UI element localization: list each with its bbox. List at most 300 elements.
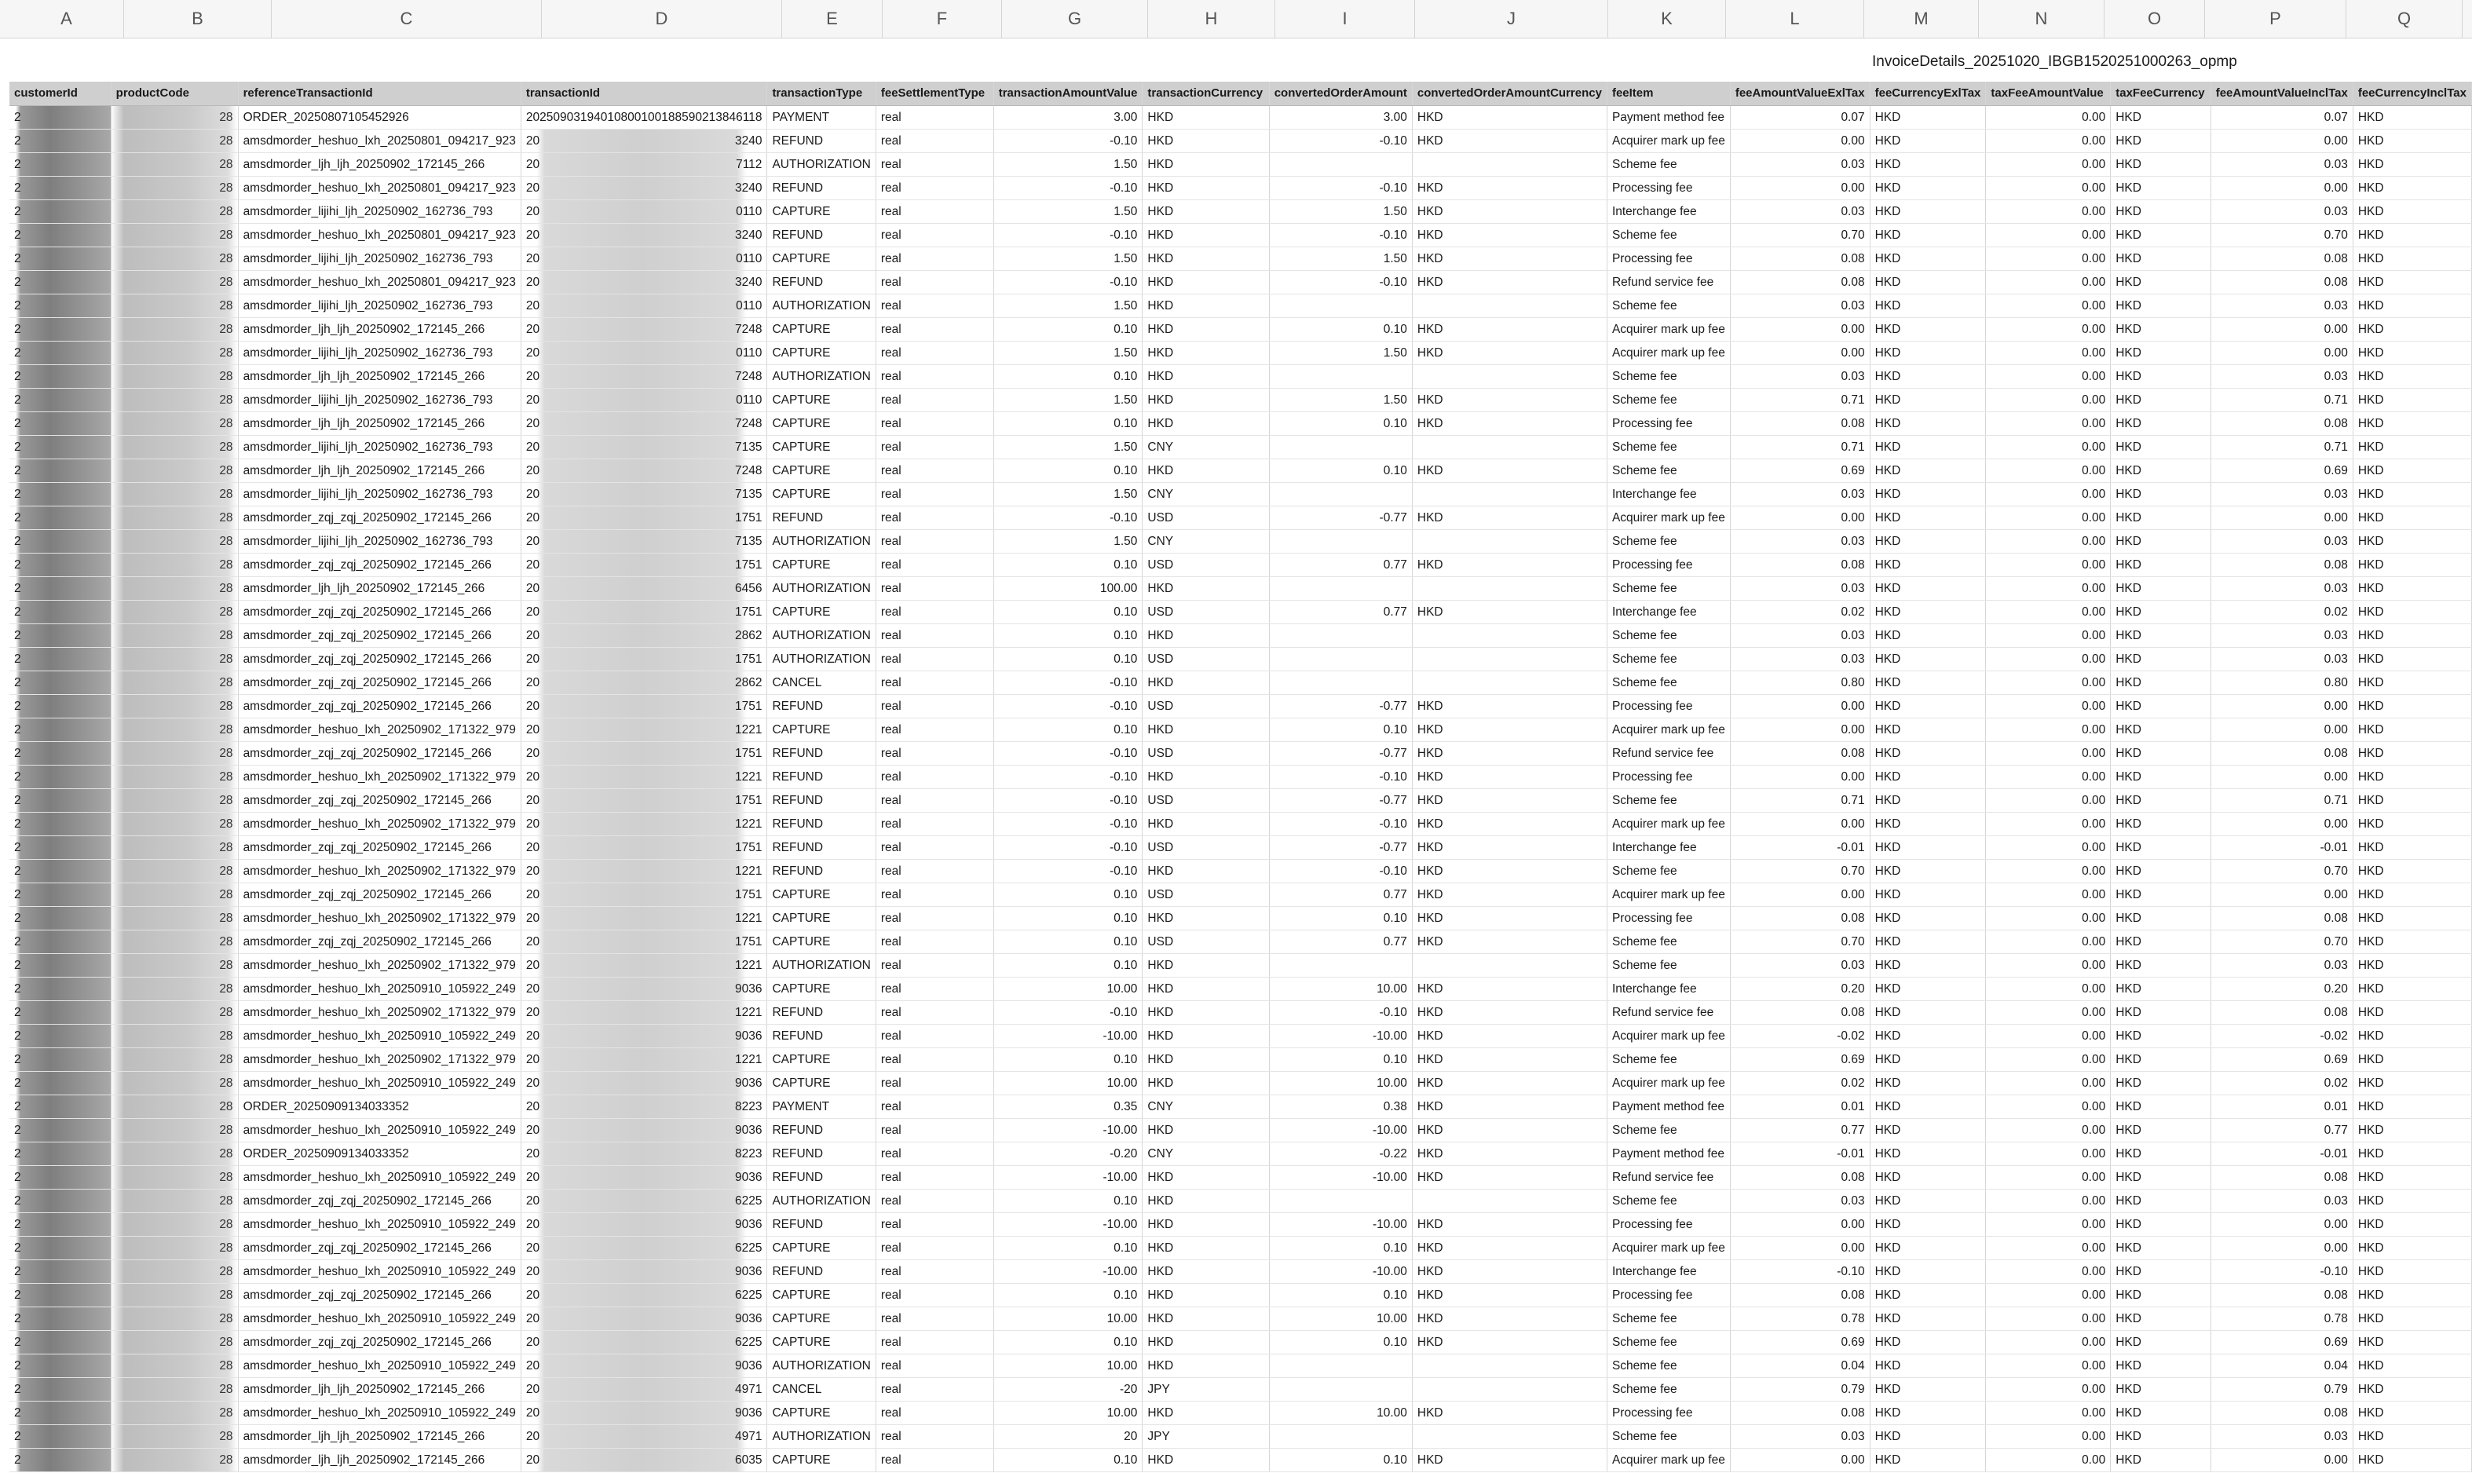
cell-convertedOrderAmountCurrency[interactable] — [1412, 576, 1607, 600]
cell-feeCurrencyExlTax[interactable]: HKD — [1870, 1000, 1986, 1024]
cell-customerId[interactable]: 2 — [9, 270, 111, 294]
cell-feeAmountValueExlTax[interactable]: 0.08 — [1730, 1401, 1870, 1424]
cell-feeCurrencyInclTax[interactable]: HKD — [2353, 247, 2471, 270]
cell-transactionCurrency[interactable]: USD — [1143, 788, 1269, 812]
cell-transactionAmountValue[interactable]: -10.00 — [993, 1118, 1143, 1142]
cell-feeCurrencyExlTax[interactable]: HKD — [1870, 647, 1986, 671]
cell-transactionAmountValue[interactable]: -10.00 — [993, 1024, 1143, 1047]
cell-productCode[interactable]: 28 — [111, 270, 238, 294]
cell-taxFeeCurrency[interactable]: HKD — [2111, 1142, 2211, 1165]
cell-convertedOrderAmount[interactable] — [1269, 1424, 1412, 1448]
cell-transactionCurrency[interactable]: HKD — [1143, 1212, 1269, 1236]
cell-feeCurrencyInclTax[interactable]: HKD — [2353, 812, 2471, 835]
cell-convertedOrderAmount[interactable]: -0.10 — [1269, 859, 1412, 883]
cell-referenceTransactionId[interactable]: amsdmorder_ljh_ljh_20250902_172145_266 — [238, 152, 521, 176]
cell-feeItem[interactable]: Scheme fee — [1607, 152, 1730, 176]
cell-feeItem[interactable]: Scheme fee — [1607, 647, 1730, 671]
cell-transactionId[interactable] — [521, 270, 767, 294]
cell-convertedOrderAmountCurrency[interactable]: HKD — [1412, 411, 1607, 435]
cell-feeAmountValueExlTax[interactable]: 0.08 — [1730, 270, 1870, 294]
cell-convertedOrderAmountCurrency[interactable]: HKD — [1412, 1118, 1607, 1142]
cell-customerId[interactable]: 2 — [9, 1401, 111, 1424]
cell-taxFeeCurrency[interactable]: HKD — [2111, 1448, 2211, 1471]
cell-convertedOrderAmountCurrency[interactable]: HKD — [1412, 1259, 1607, 1283]
cell-referenceTransactionId[interactable]: amsdmorder_ljh_ljh_20250902_172145_266 — [238, 1424, 521, 1448]
cell-convertedOrderAmount[interactable]: 1.50 — [1269, 341, 1412, 364]
cell-transactionId[interactable] — [521, 1307, 767, 1330]
cell-convertedOrderAmount[interactable]: -0.10 — [1269, 223, 1412, 247]
cell-referenceTransactionId[interactable]: amsdmorder_heshuo_lxh_20250910_105922_249 — [238, 1401, 521, 1424]
cell-customerId[interactable]: 2 — [9, 1000, 111, 1024]
cell-referenceTransactionId[interactable]: amsdmorder_lijihi_ljh_20250902_162736_793 — [238, 529, 521, 553]
cell-feeAmountValueExlTax[interactable]: 0.00 — [1730, 341, 1870, 364]
table-row[interactable] — [9, 1095, 2472, 1118]
cell-feeAmountValueInclTax[interactable]: 0.00 — [2211, 317, 2353, 341]
cell-feeAmountValueInclTax[interactable]: -0.01 — [2211, 1142, 2353, 1165]
cell-transactionCurrency[interactable]: HKD — [1143, 765, 1269, 788]
cell-convertedOrderAmount[interactable] — [1269, 529, 1412, 553]
cell-taxFeeAmountValue[interactable]: 0.00 — [1986, 1377, 2111, 1401]
cell-transactionType[interactable]: REFUND — [767, 270, 876, 294]
cell-feeAmountValueInclTax[interactable]: 0.70 — [2211, 223, 2353, 247]
cell-customerId[interactable]: 2 — [9, 506, 111, 529]
cell-convertedOrderAmountCurrency[interactable]: HKD — [1412, 1047, 1607, 1071]
cell-transactionCurrency[interactable]: CNY — [1143, 482, 1269, 506]
cell-feeAmountValueInclTax[interactable]: 0.00 — [2211, 129, 2353, 152]
cell-transactionCurrency[interactable]: HKD — [1143, 223, 1269, 247]
cell-transactionCurrency[interactable]: HKD — [1143, 247, 1269, 270]
cell-taxFeeAmountValue[interactable]: 0.00 — [1986, 459, 2111, 482]
cell-taxFeeCurrency[interactable]: HKD — [2111, 506, 2211, 529]
table-row[interactable] — [9, 930, 2472, 953]
cell-transactionCurrency[interactable]: HKD — [1143, 1307, 1269, 1330]
cell-feeCurrencyInclTax[interactable]: HKD — [2353, 835, 2471, 859]
cell-transactionType[interactable]: CAPTURE — [767, 247, 876, 270]
cell-taxFeeCurrency[interactable]: HKD — [2111, 1024, 2211, 1047]
cell-feeSettlementType[interactable]: real — [876, 718, 993, 741]
cell-taxFeeCurrency[interactable]: HKD — [2111, 1330, 2211, 1354]
cell-transactionAmountValue[interactable]: -0.10 — [993, 812, 1143, 835]
cell-transactionType[interactable]: CAPTURE — [767, 600, 876, 623]
cell-taxFeeAmountValue[interactable]: 0.00 — [1986, 1236, 2111, 1259]
cell-customerId[interactable]: 2 — [9, 553, 111, 576]
cell-feeSettlementType[interactable]: real — [876, 529, 993, 553]
cell-referenceTransactionId[interactable]: amsdmorder_heshuo_lxh_20250902_171322_979 — [238, 765, 521, 788]
cell-taxFeeCurrency[interactable]: HKD — [2111, 1424, 2211, 1448]
cell-taxFeeAmountValue[interactable]: 0.00 — [1986, 223, 2111, 247]
table-row[interactable] — [9, 1047, 2472, 1071]
cell-feeSettlementType[interactable]: real — [876, 812, 993, 835]
table-row[interactable] — [9, 529, 2472, 553]
cell-feeAmountValueInclTax[interactable]: 0.08 — [2211, 553, 2353, 576]
table-row[interactable] — [9, 1448, 2472, 1471]
cell-transactionId[interactable] — [521, 812, 767, 835]
cell-transactionId[interactable] — [521, 247, 767, 270]
cell-productCode[interactable]: 28 — [111, 671, 238, 694]
cell-feeAmountValueInclTax[interactable]: 0.08 — [2211, 411, 2353, 435]
cell-taxFeeCurrency[interactable]: HKD — [2111, 623, 2211, 647]
cell-transactionCurrency[interactable]: HKD — [1143, 1189, 1269, 1212]
cell-transactionType[interactable]: REFUND — [767, 1165, 876, 1189]
cell-convertedOrderAmount[interactable]: 0.10 — [1269, 1047, 1412, 1071]
table-row[interactable] — [9, 364, 2472, 388]
cell-convertedOrderAmountCurrency[interactable]: HKD — [1412, 694, 1607, 718]
cell-transactionId[interactable] — [521, 930, 767, 953]
cell-transactionCurrency[interactable]: HKD — [1143, 1354, 1269, 1377]
cell-productCode[interactable]: 28 — [111, 1354, 238, 1377]
cell-productCode[interactable]: 28 — [111, 953, 238, 977]
cell-feeSettlementType[interactable]: real — [876, 341, 993, 364]
cell-transactionAmountValue[interactable]: 0.10 — [993, 1330, 1143, 1354]
cell-taxFeeAmountValue[interactable]: 0.00 — [1986, 1189, 2111, 1212]
column-letter-o[interactable]: O — [2104, 0, 2205, 38]
cell-taxFeeCurrency[interactable]: HKD — [2111, 270, 2211, 294]
cell-transactionAmountValue[interactable]: 10.00 — [993, 1307, 1143, 1330]
cell-feeAmountValueInclTax[interactable]: 0.70 — [2211, 930, 2353, 953]
cell-transactionCurrency[interactable]: HKD — [1143, 1071, 1269, 1095]
cell-feeAmountValueExlTax[interactable]: 0.04 — [1730, 1354, 1870, 1377]
cell-feeItem[interactable]: Scheme fee — [1607, 1424, 1730, 1448]
cell-taxFeeAmountValue[interactable]: 0.00 — [1986, 411, 2111, 435]
cell-convertedOrderAmount[interactable]: -0.10 — [1269, 270, 1412, 294]
cell-transactionId[interactable] — [521, 553, 767, 576]
cell-feeAmountValueInclTax[interactable]: 0.03 — [2211, 294, 2353, 317]
header-feeAmountValueExlTax[interactable]: feeAmountValueExlTax — [1730, 82, 1870, 105]
cell-transactionId[interactable] — [521, 600, 767, 623]
cell-transactionCurrency[interactable]: CNY — [1143, 1142, 1269, 1165]
cell-taxFeeAmountValue[interactable]: 0.00 — [1986, 741, 2111, 765]
data-table[interactable] — [9, 82, 2472, 1472]
cell-transactionCurrency[interactable]: HKD — [1143, 1448, 1269, 1471]
cell-customerId[interactable]: 2 — [9, 1071, 111, 1095]
cell-transactionAmountValue[interactable]: 1.50 — [993, 388, 1143, 411]
cell-convertedOrderAmount[interactable]: -10.00 — [1269, 1212, 1412, 1236]
cell-taxFeeAmountValue[interactable]: 0.00 — [1986, 388, 2111, 411]
cell-transactionAmountValue[interactable]: -10.00 — [993, 1165, 1143, 1189]
cell-customerId[interactable]: 2 — [9, 623, 111, 647]
cell-productCode[interactable]: 28 — [111, 223, 238, 247]
cell-convertedOrderAmount[interactable]: -0.77 — [1269, 835, 1412, 859]
cell-productCode[interactable]: 28 — [111, 1401, 238, 1424]
cell-transactionCurrency[interactable]: USD — [1143, 835, 1269, 859]
cell-referenceTransactionId[interactable]: amsdmorder_heshuo_lxh_20250910_105922_249 — [238, 1165, 521, 1189]
cell-taxFeeAmountValue[interactable]: 0.00 — [1986, 176, 2111, 199]
cell-customerId[interactable]: 2 — [9, 1424, 111, 1448]
cell-taxFeeCurrency[interactable]: HKD — [2111, 435, 2211, 459]
cell-taxFeeAmountValue[interactable]: 0.00 — [1986, 1212, 2111, 1236]
cell-convertedOrderAmountCurrency[interactable]: HKD — [1412, 223, 1607, 247]
cell-feeSettlementType[interactable]: real — [876, 317, 993, 341]
cell-transactionCurrency[interactable]: USD — [1143, 883, 1269, 906]
cell-transactionCurrency[interactable]: CNY — [1143, 1095, 1269, 1118]
cell-convertedOrderAmount[interactable]: -0.77 — [1269, 506, 1412, 529]
cell-feeAmountValueExlTax[interactable]: 0.71 — [1730, 788, 1870, 812]
cell-taxFeeAmountValue[interactable]: 0.00 — [1986, 600, 2111, 623]
cell-transactionId[interactable] — [521, 718, 767, 741]
cell-productCode[interactable]: 28 — [111, 647, 238, 671]
cell-feeSettlementType[interactable]: real — [876, 1047, 993, 1071]
cell-convertedOrderAmount[interactable] — [1269, 152, 1412, 176]
cell-feeAmountValueExlTax[interactable]: 0.03 — [1730, 529, 1870, 553]
cell-customerId[interactable]: 2 — [9, 765, 111, 788]
cell-transactionId[interactable] — [521, 883, 767, 906]
cell-transactionType[interactable]: AUTHORIZATION — [767, 1189, 876, 1212]
cell-convertedOrderAmountCurrency[interactable]: HKD — [1412, 1165, 1607, 1189]
table-row[interactable] — [9, 906, 2472, 930]
cell-feeCurrencyInclTax[interactable]: HKD — [2353, 906, 2471, 930]
cell-transactionId[interactable] — [521, 1095, 767, 1118]
cell-customerId[interactable]: 2 — [9, 718, 111, 741]
cell-transactionType[interactable]: CAPTURE — [767, 1236, 876, 1259]
cell-feeAmountValueExlTax[interactable]: 0.71 — [1730, 435, 1870, 459]
cell-transactionCurrency[interactable]: CNY — [1143, 435, 1269, 459]
cell-feeAmountValueInclTax[interactable]: 0.03 — [2211, 1189, 2353, 1212]
cell-referenceTransactionId[interactable]: amsdmorder_ljh_ljh_20250902_172145_266 — [238, 364, 521, 388]
cell-feeItem[interactable]: Scheme fee — [1607, 364, 1730, 388]
cell-feeSettlementType[interactable]: real — [876, 953, 993, 977]
header-productCode[interactable]: productCode — [111, 82, 238, 105]
cell-referenceTransactionId[interactable]: amsdmorder_zqj_zqj_20250902_172145_266 — [238, 694, 521, 718]
cell-feeAmountValueExlTax[interactable]: 0.08 — [1730, 1283, 1870, 1307]
cell-taxFeeCurrency[interactable]: HKD — [2111, 1259, 2211, 1283]
cell-transactionAmountValue[interactable]: -0.10 — [993, 1000, 1143, 1024]
cell-transactionId[interactable] — [521, 482, 767, 506]
cell-customerId[interactable]: 2 — [9, 1354, 111, 1377]
cell-taxFeeCurrency[interactable]: HKD — [2111, 1283, 2211, 1307]
cell-feeCurrencyInclTax[interactable]: HKD — [2353, 1047, 2471, 1071]
cell-feeItem[interactable]: Interchange fee — [1607, 835, 1730, 859]
cell-transactionId[interactable] — [521, 623, 767, 647]
cell-feeSettlementType[interactable]: real — [876, 1212, 993, 1236]
cell-feeCurrencyExlTax[interactable]: HKD — [1870, 600, 1986, 623]
cell-transactionId[interactable] — [521, 1283, 767, 1307]
cell-transactionType[interactable]: CANCEL — [767, 671, 876, 694]
cell-convertedOrderAmountCurrency[interactable]: HKD — [1412, 788, 1607, 812]
cell-transactionAmountValue[interactable]: -0.10 — [993, 506, 1143, 529]
cell-transactionAmountValue[interactable]: 100.00 — [993, 576, 1143, 600]
column-letter-a[interactable]: A — [9, 0, 124, 38]
cell-feeCurrencyInclTax[interactable]: HKD — [2353, 788, 2471, 812]
cell-feeAmountValueInclTax[interactable]: 0.00 — [2211, 694, 2353, 718]
cell-transactionAmountValue[interactable]: 1.50 — [993, 341, 1143, 364]
cell-taxFeeCurrency[interactable]: HKD — [2111, 176, 2211, 199]
cell-convertedOrderAmountCurrency[interactable] — [1412, 1189, 1607, 1212]
cell-customerId[interactable]: 2 — [9, 152, 111, 176]
cell-referenceTransactionId[interactable]: amsdmorder_heshuo_lxh_20250910_105922_249 — [238, 1071, 521, 1095]
cell-transactionType[interactable]: AUTHORIZATION — [767, 1424, 876, 1448]
cell-feeCurrencyExlTax[interactable]: HKD — [1870, 835, 1986, 859]
cell-feeItem[interactable]: Scheme fee — [1607, 223, 1730, 247]
cell-feeItem[interactable]: Processing fee — [1607, 765, 1730, 788]
cell-taxFeeAmountValue[interactable]: 0.00 — [1986, 364, 2111, 388]
cell-convertedOrderAmount[interactable]: -0.22 — [1269, 1142, 1412, 1165]
cell-taxFeeCurrency[interactable]: HKD — [2111, 459, 2211, 482]
cell-taxFeeAmountValue[interactable]: 0.00 — [1986, 1307, 2111, 1330]
cell-transactionCurrency[interactable]: HKD — [1143, 1000, 1269, 1024]
cell-convertedOrderAmountCurrency[interactable] — [1412, 647, 1607, 671]
cell-convertedOrderAmount[interactable]: 3.00 — [1269, 105, 1412, 129]
cell-taxFeeAmountValue[interactable]: 0.00 — [1986, 1401, 2111, 1424]
cell-transactionAmountValue[interactable]: 20 — [993, 1424, 1143, 1448]
cell-taxFeeCurrency[interactable]: HKD — [2111, 883, 2211, 906]
cell-feeCurrencyInclTax[interactable]: HKD — [2353, 1118, 2471, 1142]
cell-transactionId[interactable] — [521, 199, 767, 223]
cell-taxFeeCurrency[interactable]: HKD — [2111, 859, 2211, 883]
cell-convertedOrderAmountCurrency[interactable] — [1412, 1354, 1607, 1377]
table-row[interactable] — [9, 1354, 2472, 1377]
table-row[interactable] — [9, 1189, 2472, 1212]
cell-feeAmountValueInclTax[interactable]: 0.00 — [2211, 341, 2353, 364]
cell-feeItem[interactable]: Acquirer mark up fee — [1607, 129, 1730, 152]
cell-transactionType[interactable]: REFUND — [767, 1212, 876, 1236]
cell-feeAmountValueExlTax[interactable]: 0.79 — [1730, 1377, 1870, 1401]
cell-taxFeeCurrency[interactable]: HKD — [2111, 482, 2211, 506]
cell-referenceTransactionId[interactable]: amsdmorder_ljh_ljh_20250902_172145_266 — [238, 317, 521, 341]
cell-referenceTransactionId[interactable]: amsdmorder_zqj_zqj_20250902_172145_266 — [238, 1283, 521, 1307]
table-row[interactable] — [9, 694, 2472, 718]
cell-transactionId[interactable] — [521, 576, 767, 600]
cell-feeCurrencyExlTax[interactable]: HKD — [1870, 506, 1986, 529]
cell-transactionType[interactable]: CAPTURE — [767, 482, 876, 506]
cell-feeAmountValueExlTax[interactable]: 0.03 — [1730, 294, 1870, 317]
cell-transactionType[interactable]: REFUND — [767, 1118, 876, 1142]
cell-feeSettlementType[interactable]: real — [876, 671, 993, 694]
cell-transactionId[interactable] — [521, 529, 767, 553]
cell-feeAmountValueInclTax[interactable]: 0.03 — [2211, 482, 2353, 506]
cell-taxFeeAmountValue[interactable]: 0.00 — [1986, 576, 2111, 600]
table-row[interactable] — [9, 105, 2472, 129]
cell-transactionType[interactable]: REFUND — [767, 835, 876, 859]
cell-feeAmountValueInclTax[interactable]: 0.08 — [2211, 741, 2353, 765]
cell-transactionCurrency[interactable]: HKD — [1143, 129, 1269, 152]
cell-customerId[interactable]: 2 — [9, 1189, 111, 1212]
cell-convertedOrderAmountCurrency[interactable]: HKD — [1412, 718, 1607, 741]
cell-feeCurrencyExlTax[interactable]: HKD — [1870, 1024, 1986, 1047]
cell-taxFeeCurrency[interactable]: HKD — [2111, 388, 2211, 411]
cell-feeSettlementType[interactable]: real — [876, 788, 993, 812]
cell-feeCurrencyExlTax[interactable]: HKD — [1870, 364, 1986, 388]
cell-referenceTransactionId[interactable]: amsdmorder_zqj_zqj_20250902_172145_266 — [238, 1189, 521, 1212]
cell-feeSettlementType[interactable]: real — [876, 600, 993, 623]
cell-referenceTransactionId[interactable]: amsdmorder_heshuo_lxh_20250801_094217_923 — [238, 129, 521, 152]
cell-convertedOrderAmountCurrency[interactable]: HKD — [1412, 930, 1607, 953]
cell-feeSettlementType[interactable]: real — [876, 553, 993, 576]
cell-feeCurrencyInclTax[interactable]: HKD — [2353, 553, 2471, 576]
cell-referenceTransactionId[interactable]: amsdmorder_lijihi_ljh_20250902_162736_793 — [238, 341, 521, 364]
cell-transactionAmountValue[interactable]: 0.10 — [993, 1283, 1143, 1307]
cell-transactionCurrency[interactable]: HKD — [1143, 317, 1269, 341]
cell-feeSettlementType[interactable]: real — [876, 1189, 993, 1212]
cell-convertedOrderAmount[interactable]: 1.50 — [1269, 199, 1412, 223]
cell-customerId[interactable]: 2 — [9, 788, 111, 812]
cell-feeAmountValueInclTax[interactable]: 0.71 — [2211, 388, 2353, 411]
cell-referenceTransactionId[interactable]: amsdmorder_zqj_zqj_20250902_172145_266 — [238, 883, 521, 906]
cell-feeCurrencyInclTax[interactable]: HKD — [2353, 883, 2471, 906]
table-row[interactable] — [9, 576, 2472, 600]
cell-referenceTransactionId[interactable]: amsdmorder_heshuo_lxh_20250910_105922_249 — [238, 1024, 521, 1047]
cell-feeCurrencyInclTax[interactable]: HKD — [2353, 576, 2471, 600]
cell-taxFeeCurrency[interactable]: HKD — [2111, 835, 2211, 859]
cell-transactionId[interactable] — [521, 1424, 767, 1448]
cell-feeSettlementType[interactable]: real — [876, 1165, 993, 1189]
table-row[interactable] — [9, 294, 2472, 317]
cell-feeItem[interactable]: Interchange fee — [1607, 977, 1730, 1000]
cell-feeAmountValueExlTax[interactable]: 0.03 — [1730, 647, 1870, 671]
cell-transactionId[interactable] — [521, 1165, 767, 1189]
cell-feeAmountValueExlTax[interactable]: 0.08 — [1730, 553, 1870, 576]
cell-customerId[interactable]: 2 — [9, 647, 111, 671]
cell-feeCurrencyExlTax[interactable]: HKD — [1870, 176, 1986, 199]
cell-productCode[interactable]: 28 — [111, 105, 238, 129]
cell-customerId[interactable]: 2 — [9, 671, 111, 694]
cell-feeCurrencyExlTax[interactable]: HKD — [1870, 1377, 1986, 1401]
cell-taxFeeCurrency[interactable]: HKD — [2111, 294, 2211, 317]
cell-referenceTransactionId[interactable]: amsdmorder_ljh_ljh_20250902_172145_266 — [238, 1448, 521, 1471]
cell-feeItem[interactable]: Processing fee — [1607, 553, 1730, 576]
table-row[interactable] — [9, 435, 2472, 459]
cell-feeItem[interactable]: Processing fee — [1607, 1401, 1730, 1424]
cell-transactionCurrency[interactable]: USD — [1143, 647, 1269, 671]
cell-feeSettlementType[interactable]: real — [876, 1283, 993, 1307]
cell-feeItem[interactable]: Processing fee — [1607, 411, 1730, 435]
cell-transactionCurrency[interactable]: HKD — [1143, 105, 1269, 129]
cell-taxFeeCurrency[interactable]: HKD — [2111, 694, 2211, 718]
cell-transactionId[interactable] — [521, 388, 767, 411]
table-row[interactable] — [9, 671, 2472, 694]
cell-customerId[interactable]: 2 — [9, 482, 111, 506]
cell-convertedOrderAmount[interactable]: -0.77 — [1269, 788, 1412, 812]
cell-customerId[interactable]: 2 — [9, 223, 111, 247]
cell-feeSettlementType[interactable]: real — [876, 1330, 993, 1354]
cell-feeAmountValueExlTax[interactable]: 0.69 — [1730, 1330, 1870, 1354]
cell-transactionId[interactable] — [521, 411, 767, 435]
cell-feeAmountValueInclTax[interactable]: 0.08 — [2211, 1165, 2353, 1189]
cell-taxFeeCurrency[interactable]: HKD — [2111, 576, 2211, 600]
cell-productCode[interactable]: 28 — [111, 765, 238, 788]
cell-feeSettlementType[interactable]: real — [876, 176, 993, 199]
cell-feeCurrencyInclTax[interactable]: HKD — [2353, 341, 2471, 364]
cell-feeAmountValueExlTax[interactable]: 0.00 — [1730, 812, 1870, 835]
cell-feeAmountValueInclTax[interactable]: -0.10 — [2211, 1259, 2353, 1283]
cell-convertedOrderAmount[interactable]: 0.38 — [1269, 1095, 1412, 1118]
cell-transactionType[interactable]: AUTHORIZATION — [767, 1354, 876, 1377]
cell-transactionCurrency[interactable]: HKD — [1143, 953, 1269, 977]
cell-feeItem[interactable]: Scheme fee — [1607, 788, 1730, 812]
cell-convertedOrderAmount[interactable]: 0.10 — [1269, 459, 1412, 482]
cell-feeCurrencyExlTax[interactable]: HKD — [1870, 317, 1986, 341]
cell-feeCurrencyExlTax[interactable]: HKD — [1870, 718, 1986, 741]
cell-productCode[interactable]: 28 — [111, 388, 238, 411]
cell-feeAmountValueExlTax[interactable]: 0.70 — [1730, 223, 1870, 247]
cell-feeItem[interactable]: Interchange fee — [1607, 600, 1730, 623]
cell-transactionId[interactable] — [521, 1071, 767, 1095]
cell-referenceTransactionId[interactable]: amsdmorder_ljh_ljh_20250902_172145_266 — [238, 411, 521, 435]
cell-productCode[interactable]: 28 — [111, 341, 238, 364]
cell-convertedOrderAmount[interactable]: -10.00 — [1269, 1118, 1412, 1142]
cell-productCode[interactable]: 28 — [111, 294, 238, 317]
cell-feeSettlementType[interactable]: real — [876, 930, 993, 953]
cell-taxFeeCurrency[interactable]: HKD — [2111, 129, 2211, 152]
cell-transactionAmountValue[interactable]: 10.00 — [993, 1071, 1143, 1095]
cell-transactionId[interactable] — [521, 152, 767, 176]
cell-referenceTransactionId[interactable]: amsdmorder_zqj_zqj_20250902_172145_266 — [238, 930, 521, 953]
cell-customerId[interactable]: 2 — [9, 388, 111, 411]
cell-taxFeeCurrency[interactable]: HKD — [2111, 1118, 2211, 1142]
cell-taxFeeAmountValue[interactable]: 0.00 — [1986, 294, 2111, 317]
cell-feeAmountValueInclTax[interactable]: 0.03 — [2211, 953, 2353, 977]
cell-transactionId[interactable] — [521, 506, 767, 529]
cell-feeCurrencyExlTax[interactable]: HKD — [1870, 812, 1986, 835]
